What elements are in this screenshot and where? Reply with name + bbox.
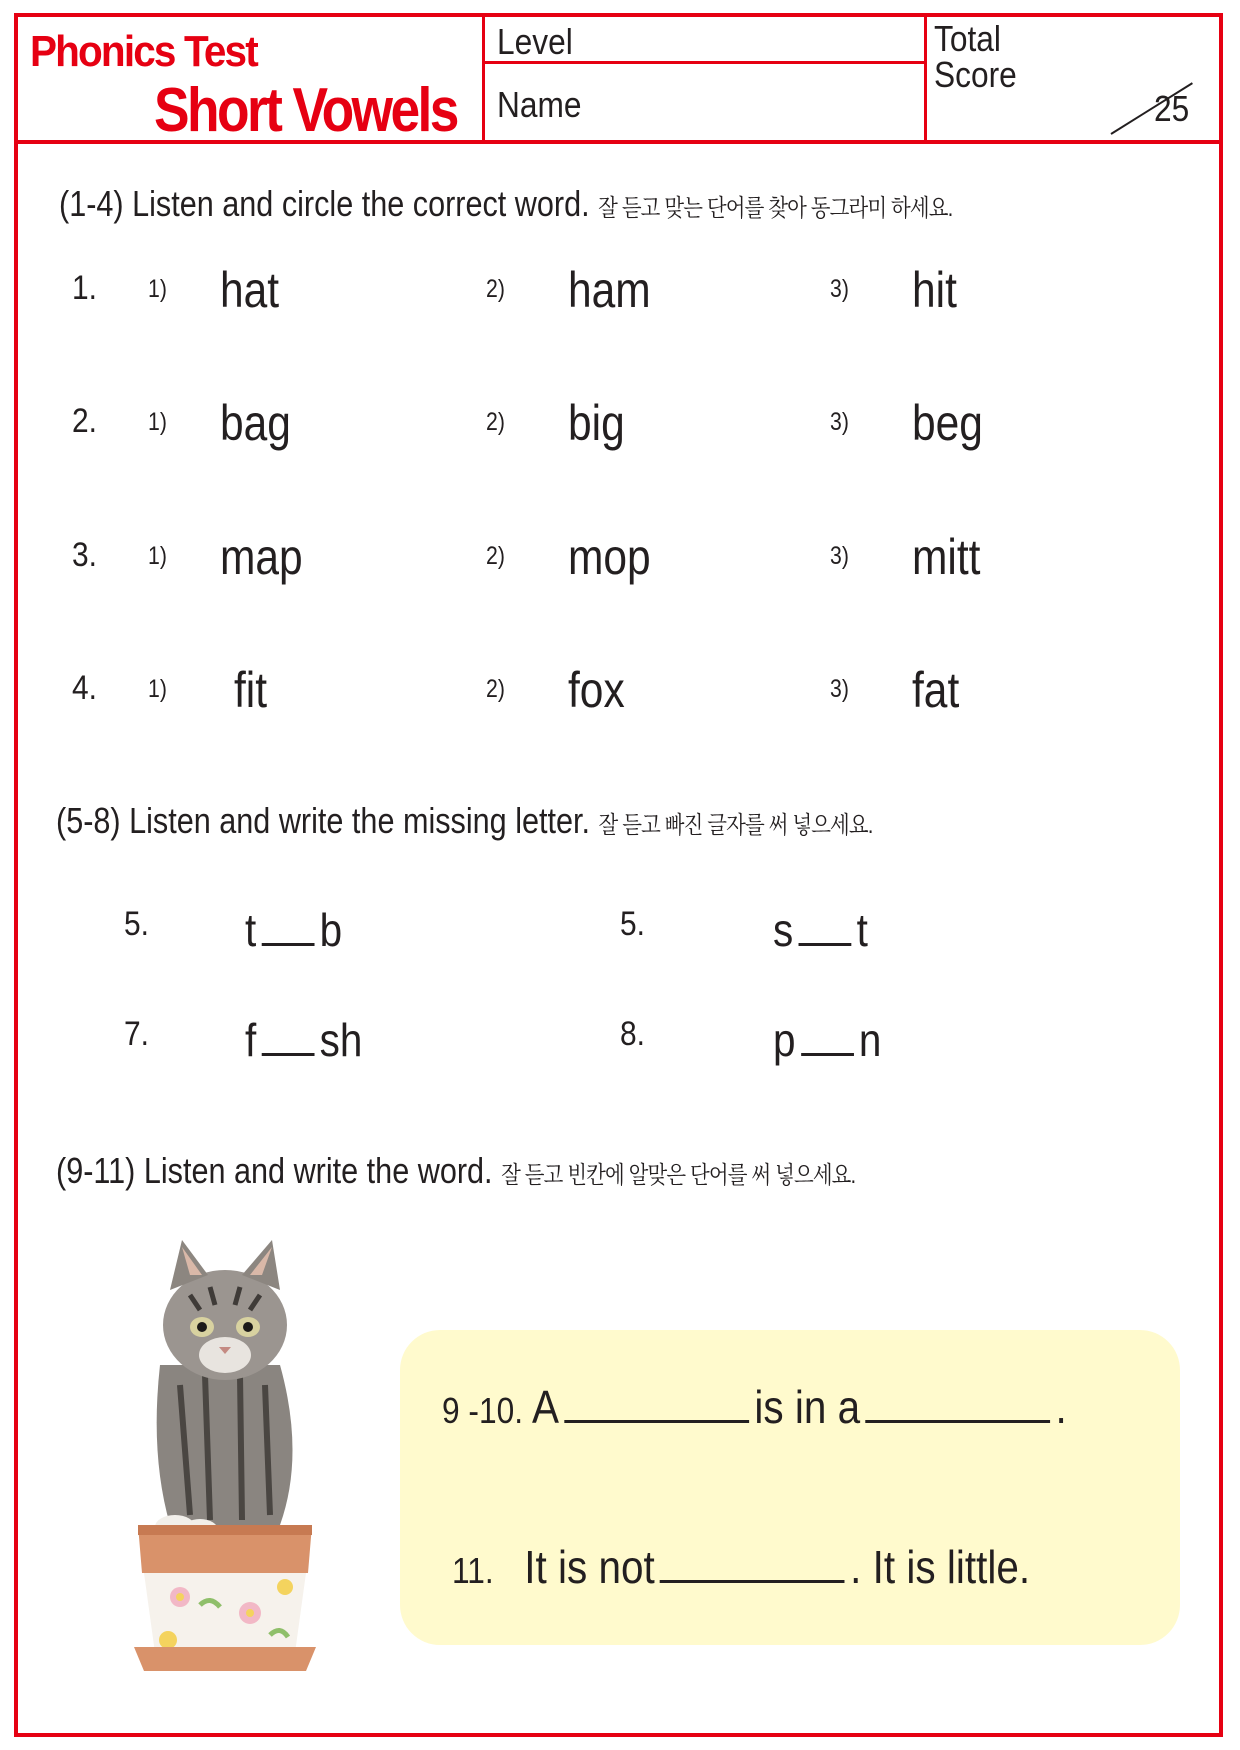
option-number: 1) — [148, 275, 167, 303]
header — [14, 13, 1223, 144]
test-subtitle: Short Vowels — [154, 76, 457, 145]
option-word[interactable]: ham — [568, 262, 651, 318]
score-label: Score — [934, 54, 1017, 95]
letter-blank[interactable] — [799, 907, 852, 946]
option-number: 3) — [830, 542, 849, 570]
answer-blank[interactable] — [564, 1384, 749, 1423]
option-word[interactable]: bag — [220, 395, 291, 451]
option-number: 2) — [486, 275, 505, 303]
question-number: 5. — [124, 905, 149, 943]
option-number: 3) — [830, 275, 849, 303]
option-number: 1) — [148, 408, 167, 436]
score-total: 25 — [1154, 88, 1190, 129]
answer-blank[interactable] — [660, 1544, 845, 1583]
question-number: 1. — [72, 269, 97, 307]
option-number: 2) — [486, 542, 505, 570]
missing-letter-word: s t — [773, 904, 868, 956]
section2-instruction — [56, 800, 873, 842]
question-number: 11. — [452, 1550, 494, 1591]
section3-instruction — [56, 1150, 855, 1192]
option-word[interactable]: beg — [912, 395, 983, 451]
option-number: 1) — [148, 675, 167, 703]
question-number: 4. — [72, 669, 97, 707]
header-divider — [924, 13, 927, 140]
answer-box — [400, 1330, 1180, 1645]
letter-blank[interactable] — [262, 1017, 315, 1056]
option-word[interactable]: fat — [912, 662, 960, 718]
missing-letter-word: t b — [245, 904, 343, 956]
option-word[interactable]: mitt — [912, 529, 981, 585]
option-word[interactable]: fit — [234, 662, 268, 718]
sentence-11: 11. It is not . It is little. — [452, 1541, 1031, 1593]
answer-blank[interactable] — [865, 1384, 1050, 1423]
question-number: 3. — [72, 536, 97, 574]
total-label: Total — [934, 18, 1001, 59]
instruction-en: (5-8) Listen and write the missing letter. — [56, 800, 591, 841]
question-number: 8. — [620, 1015, 645, 1053]
question-number: 2. — [72, 402, 97, 440]
level-label: Level — [497, 21, 573, 62]
letter-blank[interactable] — [801, 1017, 854, 1056]
question-number: 5. — [620, 905, 645, 943]
option-number: 2) — [486, 675, 505, 703]
missing-letter-word: p n — [773, 1014, 882, 1066]
option-number: 3) — [830, 408, 849, 436]
instruction-ko: 잘 듣고 맞는 단어를 찾아 동그라미 하세요. — [598, 195, 953, 222]
missing-letter-word: f sh — [245, 1014, 363, 1066]
option-word[interactable]: hit — [912, 262, 957, 318]
sentence-9-10: 9 -10. A is in a . — [442, 1381, 1067, 1433]
section1-instruction — [59, 183, 952, 225]
instruction-ko: 잘 듣고 빈칸에 알맞은 단어를 써 넣으세요. — [501, 1162, 856, 1189]
option-number: 1) — [148, 542, 167, 570]
test-title: Phonics Test — [30, 27, 257, 76]
option-number: 2) — [486, 408, 505, 436]
option-word[interactable]: big — [568, 395, 625, 451]
option-word[interactable]: map — [220, 529, 303, 585]
option-number: 3) — [830, 675, 849, 703]
cat-in-pot-illustration — [130, 1235, 320, 1675]
option-word[interactable]: mop — [568, 529, 651, 585]
name-label: Name — [497, 84, 582, 125]
question-number: 9 -10. — [442, 1390, 524, 1431]
instruction-en: (9-11) Listen and write the word. — [56, 1150, 493, 1191]
instruction-en: (1-4) Listen and circle the correct word. — [59, 183, 590, 224]
option-word[interactable]: hat — [220, 262, 280, 318]
header-divider — [482, 13, 485, 140]
option-word[interactable]: fox — [568, 662, 625, 718]
letter-blank[interactable] — [262, 907, 315, 946]
instruction-ko: 잘 듣고 빠진 글자를 써 넣으세요. — [598, 812, 873, 839]
question-number: 7. — [124, 1015, 149, 1053]
